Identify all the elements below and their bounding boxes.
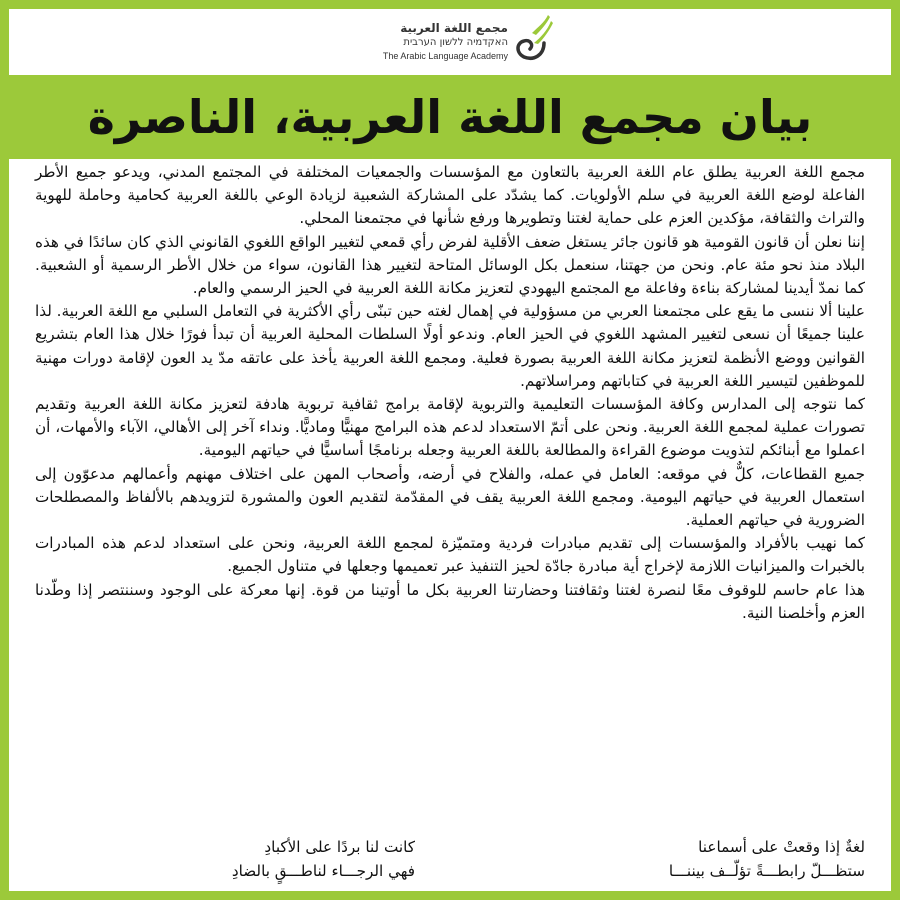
paragraph: علينا ألا ننسى ما يقع على مجتمعنا العربي من مسؤولية في إهمال لغته حين تبنّى رأي الأكثرية في التعامل السلبي مع اللغة العربية. لذا علينا جميعًا أن نسعى لتغيير المشهد اللغوي في الحيز العام. وندعو أولًا السلطات المحلية العربية أن تبدأ فورًا خلال هذا العام بتشريع القوانين ووضع الأنظمة لتعزيز مكانة اللغة العربية بصورة فعلية. ومجمع اللغة العربية يأخذ على عاتقه مدّ يد العون لإقامة دورات مهنية للموظفين لتيسير اللغة العربية في كتاباتهم ومراسلاتهم. <box>35 302 865 390</box>
logo-hebrew-name: האקדמיה ללשון הערבית <box>403 37 508 48</box>
poem-hemistich: ستظـــلّ رابطـــةً تؤلّــف بيننـــا <box>668 862 865 880</box>
logo-english-name: The Arabic Language Academy <box>382 51 508 61</box>
academy-emblem-icon <box>514 13 554 65</box>
paragraph: مجمع اللغة العربية يطلق عام اللغة العربية بالتعاون مع المؤسسات والجمعيات المختلفة في المجتمع المدني، ويدعو جميع الأطر الفاعلة لوضع اللغة العربية في سلم الأولويات. كما يشدّد على المشاركة الشعبية لزيادة الوعي باللغة العربية كحامية وحاملة للهوية والتراث والثقافة، مؤكدين العزم على حماية لغتنا وتطويرها ورفع شأنها في مجتمعنا المحلي. <box>35 163 865 228</box>
poem-verse <box>35 859 865 883</box>
closing-poem <box>35 835 865 891</box>
poem-hemistich: فهي الرجـــاء لناطـــقٍ بالضادِ <box>231 862 415 880</box>
poem-verse <box>35 835 865 859</box>
statement-body <box>35 161 865 625</box>
paragraph: إننا نعلن أن قانون القومية هو قانون جائر يستغل ضعف الأقلية لفرض رأي قمعي لتغيير الواقع اللغوي القانوني الذي كان سائدًا في هذه البلاد منذ نحو مئة عام. ونحن من جهتنا، سنعمل بكل الوسائل المتاحة لتغيير هذا القانون، سواء من خلال الأطر الرسمية أو الشعبية. كما نمدّ أيدينا لمشاركة بناءة وفاعلة مع المجتمع اليهودي لتعزيز مكانة اللغة العربية في الحيز الرسمي والعام. <box>35 232 865 298</box>
academy-logo <box>339 13 554 73</box>
poem-hemistich: لغةٌ إذا وقعتْ على أسماعنا <box>698 838 865 856</box>
paragraph: كما نهيب بالأفراد والمؤسسات إلى تقديم مبادرات فردية ومتميّزة لمجمع اللغة العربية، ونحن على استعداد لدعم هذه المبادرات بالخبرات والميزانيات اللازمة لإخراج أية مبادرة جادّة لحيز التنفيذ عبر تعميمها وجعلها في متناول الجميع. <box>35 534 865 576</box>
paragraph: جميع القطاعات، كلٌّ في موقعه: العامل في عمله، والفلاح في أرضه، وأصحاب المهن على اختلاف مهنهم وأعمالهم مدعوّون إلى استعمال العربية في حياتهم اليومية. ومجمع اللغة العربية يقف في المقدّمة لتقديم العون والمشورة لتزويدهم بالألفاظ والمصطلحات الضرورية في حياتهم العملية. <box>35 464 865 530</box>
paragraph: هذا عام حاسم للوقوف معًا لنصرة لغتنا وثقافتنا وحضارتنا العربية بكل ما أوتينا من قوة. إنها معركة على الوجود وسننتصر إذا وطّدنا العزم وأخلصنا النية. <box>35 580 865 622</box>
statement-page <box>9 9 891 891</box>
page-title: بيان مجمع اللغة العربية، الناصرة <box>87 90 813 144</box>
logo-arabic-name: مجمع اللغة العربية <box>400 21 508 35</box>
paragraph: كما نتوجه إلى المدارس وكافة المؤسسات التعليمية والتربوية لإقامة برامج ثقافية تربوية هادفة لتعزيز مكانة اللغة العربية وتقديم تصورات عملية لمجمع اللغة العربية. ونحن على أتمّ الاستعداد لدعم هذه البرامج مهنيًّا وماديًّا. ونداء آخر إلى الأهالي، الآباء والأمهات، أن اعملوا مع أبنائكم لتذويت موضوع القراءة والمطالعة باللغة العربية وجعله برنامجًا أساسيًّا في حياتهم اليومية. <box>35 395 865 460</box>
poem-hemistich: كانت لنا بردًا على الأكبادِ <box>264 838 415 856</box>
